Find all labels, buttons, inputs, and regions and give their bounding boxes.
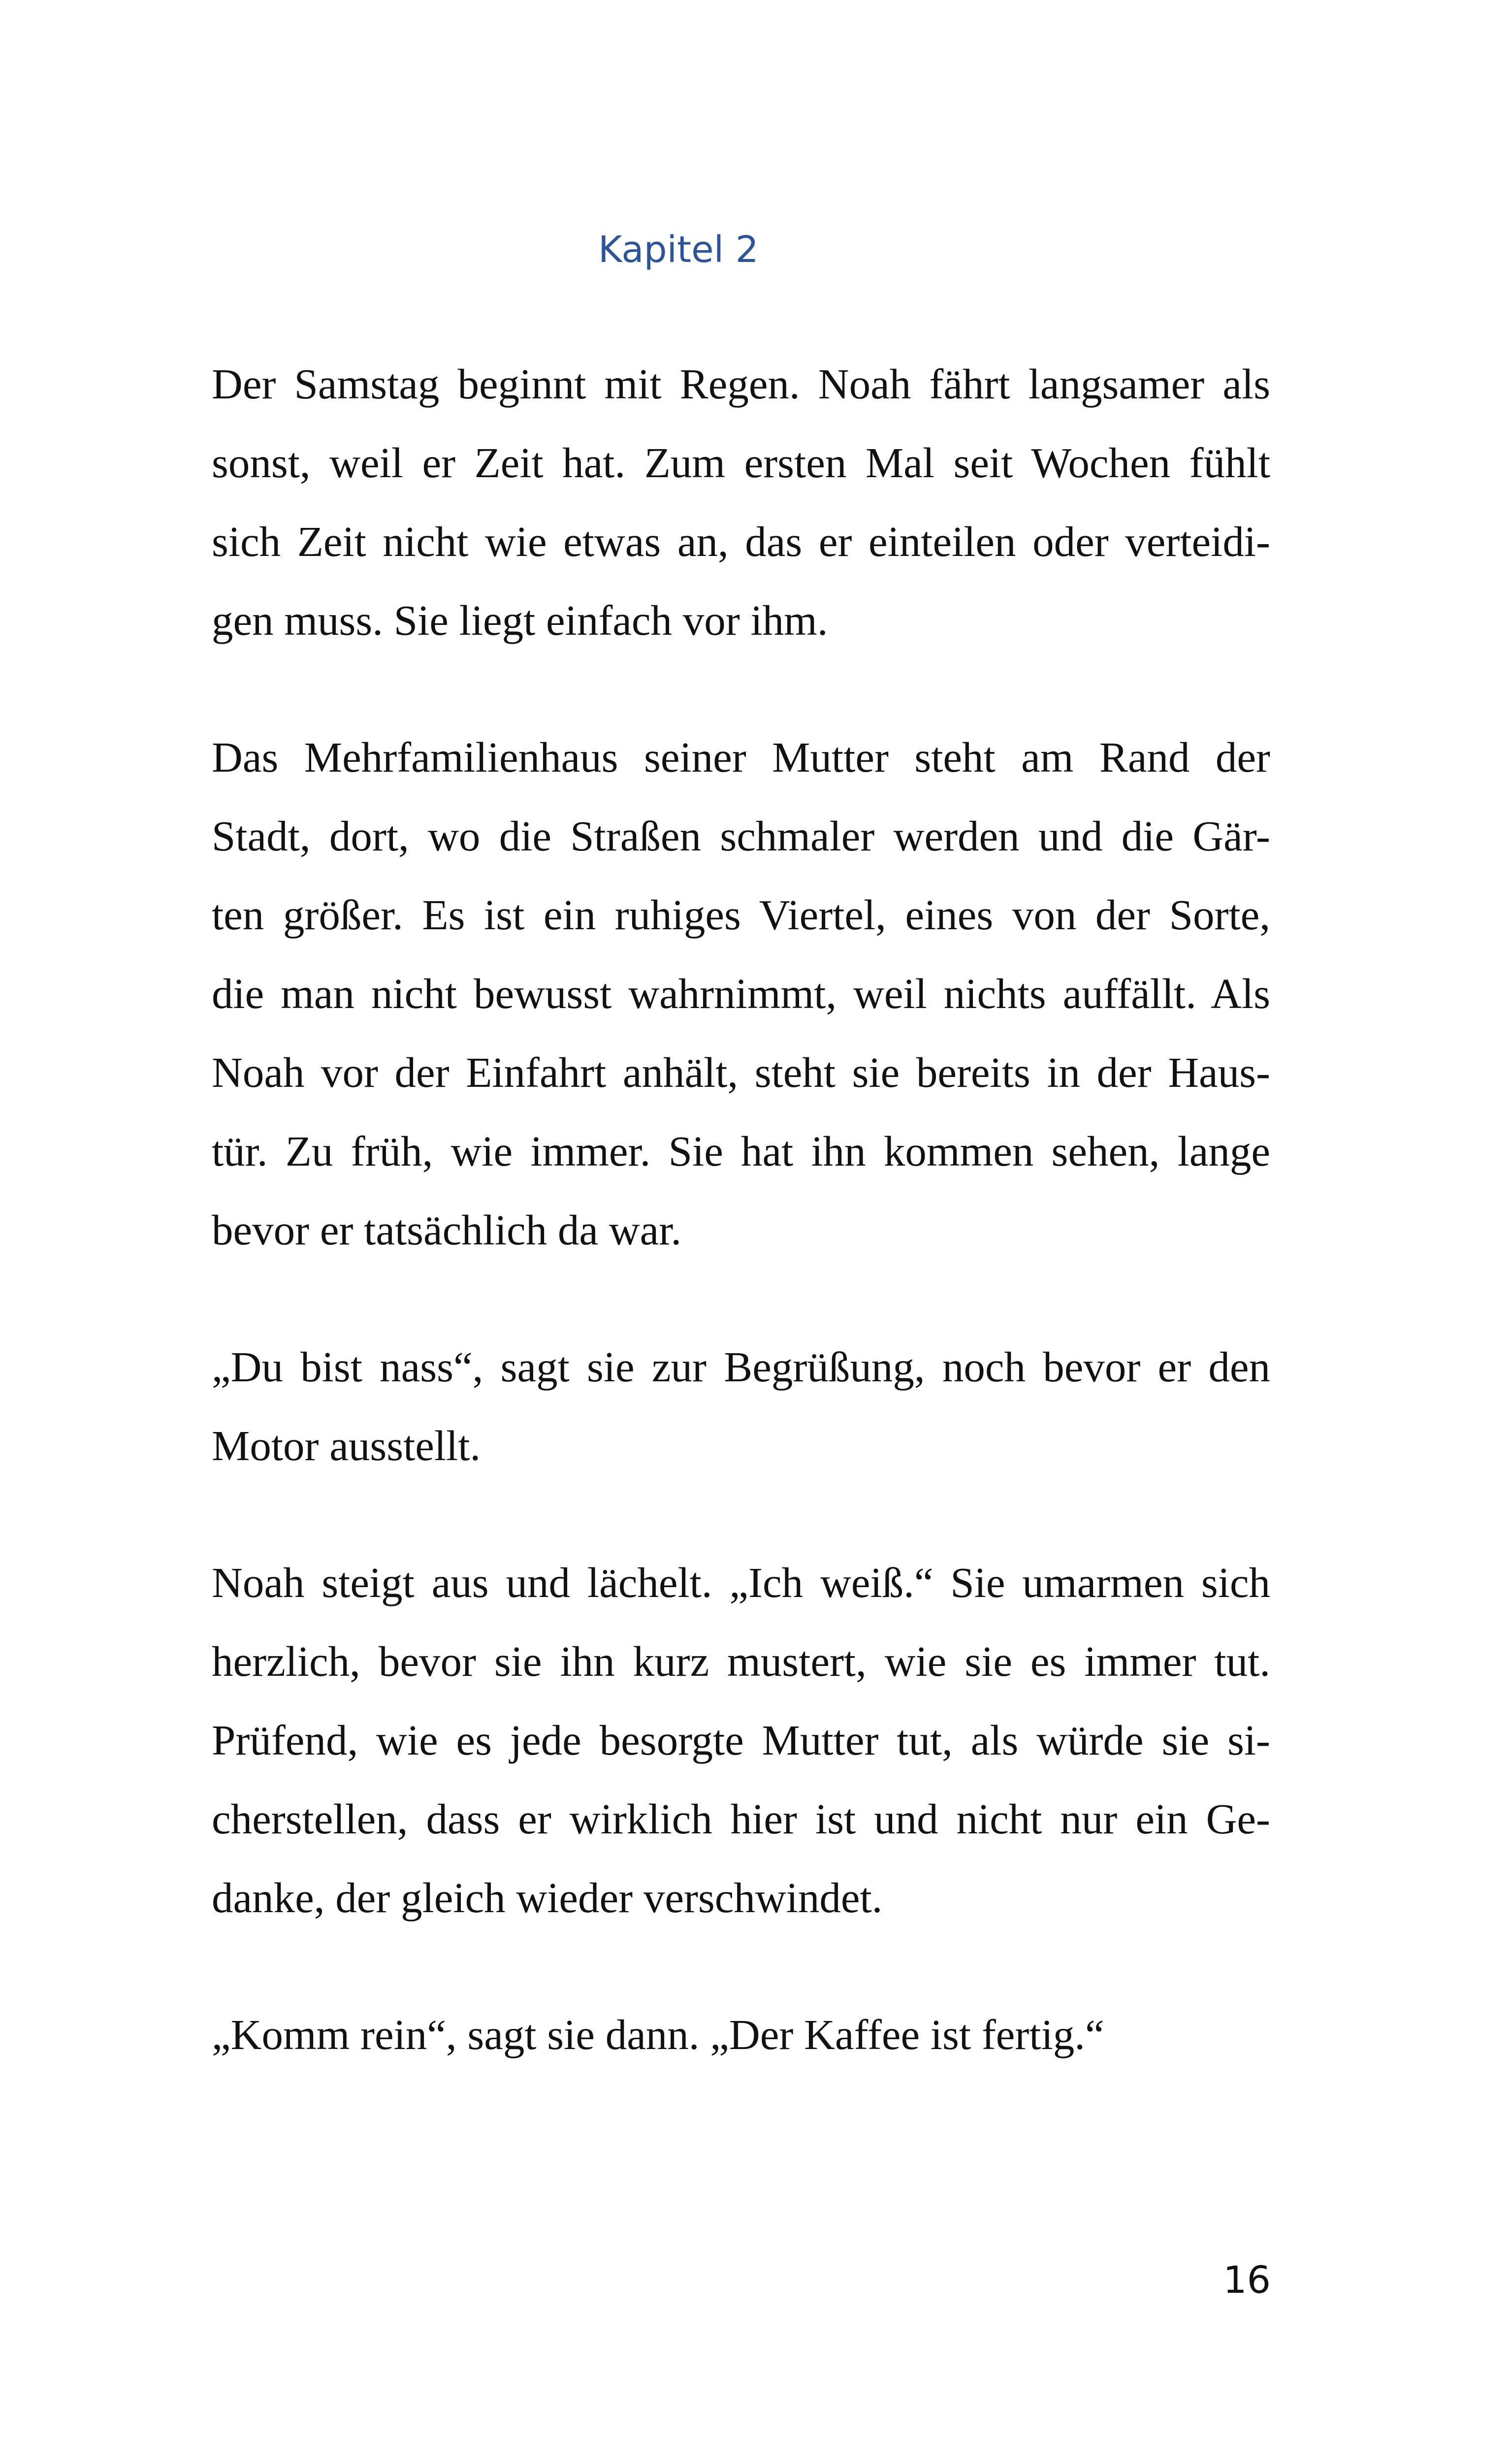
paragraph-spacer — [212, 660, 1270, 718]
text-line: „Du bist nass“, sagt sie zur Begrüßung, noch bevor er den — [212, 1343, 1270, 1391]
text-line: ten größer. Es ist ein ruhiges Viertel, eines von der Sorte, — [212, 891, 1270, 939]
text-line: Der Samstag beginnt mit Regen. Noah fährt langsamer als — [212, 360, 1270, 408]
paragraph — [212, 1543, 1270, 1937]
text-line: „Komm rein“, sagt sie dann. „Der Kaffee ist fertig.“ — [212, 2011, 1104, 2058]
text-line: die man nicht bewusst wahrnimmt, weil nichts auffällt. Als — [212, 970, 1270, 1017]
text-line: Stadt, dort, wo die Straßen schmaler werden und die Gär- — [212, 812, 1270, 860]
text-line: sonst, weil er Zeit hat. Zum ersten Mal seit Wochen fühlt — [212, 439, 1270, 487]
paragraph-spacer — [212, 1485, 1270, 1543]
text-line: Noah steigt aus und lächelt. „Ich weiß.“ Sie umarmen sich — [212, 1559, 1270, 1606]
text-line: gen muss. Sie liegt einfach vor ihm. — [212, 596, 828, 644]
text-line: tür. Zu früh, wie immer. Sie hat ihn kommen sehen, lange — [212, 1127, 1270, 1175]
body-text — [212, 345, 1270, 2074]
paragraph — [212, 1328, 1270, 1485]
page-number: 16 — [1223, 2258, 1271, 2302]
chapter-heading: Kapitel 2 — [598, 228, 759, 271]
paragraph — [212, 1995, 1270, 2074]
paragraph-spacer — [212, 1937, 1270, 1995]
text-line: herzlich, bevor sie ihn kurz mustert, wie sie es immer tut. — [212, 1637, 1270, 1685]
text-line: Das Mehrfamilienhaus seiner Mutter steht am Rand der — [212, 733, 1270, 781]
text-line: sich Zeit nicht wie etwas an, das er einteilen oder verteidi- — [212, 518, 1270, 565]
text-line: cherstellen, dass er wirklich hier ist und nicht nur ein Ge- — [212, 1795, 1270, 1843]
text-line: bevor er tatsächlich da war. — [212, 1206, 682, 1254]
text-line: danke, der gleich wieder verschwindet. — [212, 1874, 883, 1922]
text-line: Noah vor der Einfahrt anhält, steht sie bereits in der Haus- — [212, 1048, 1270, 1096]
paragraph-spacer — [212, 1270, 1270, 1328]
paragraph — [212, 718, 1270, 1270]
text-line: Prüfend, wie es jede besorgte Mutter tut, als würde sie si- — [212, 1716, 1270, 1764]
text-line: Motor ausstellt. — [212, 1422, 481, 1469]
paragraph — [212, 345, 1270, 660]
